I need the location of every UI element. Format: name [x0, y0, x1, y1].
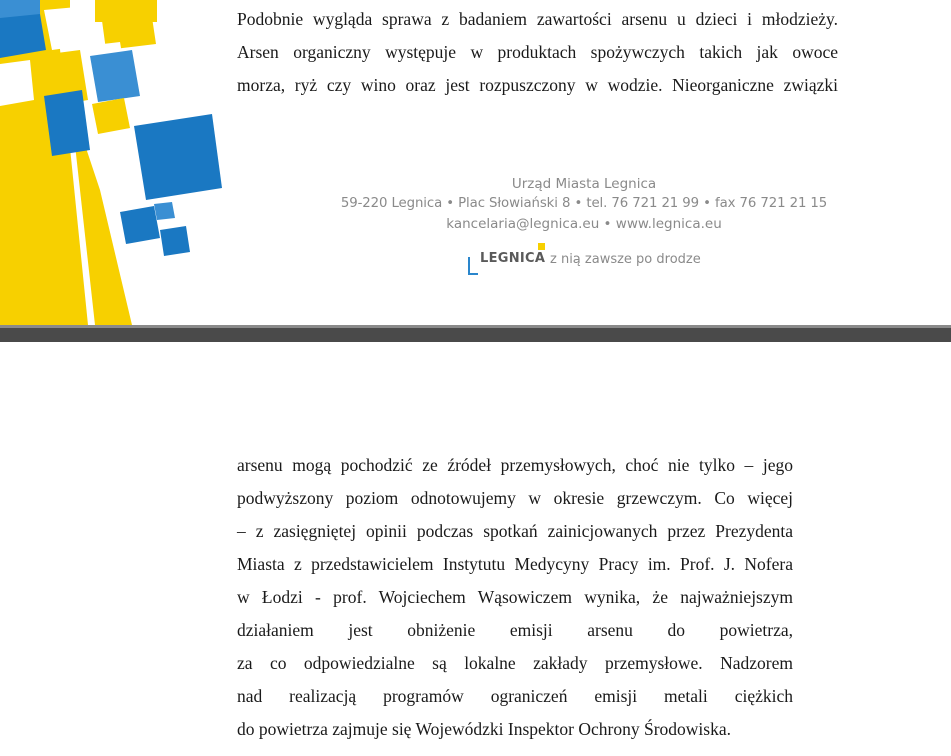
logo-name: LEGNICA	[480, 251, 546, 266]
body-paragraph-bottom	[237, 449, 793, 746]
logo-bracket-icon	[468, 257, 478, 275]
paragraph-line: do powietrza zajmuje się Wojewódzki Inspektor Ochrony Środowiska.	[237, 719, 731, 739]
page-separator	[0, 325, 951, 342]
decorative-squares-graphic	[0, 0, 230, 325]
logo-dot-icon	[538, 243, 545, 250]
body-paragraph-top	[237, 3, 838, 102]
paragraph-line: Arsen organiczny występuje w produktach spożywczych takich jak owoce	[237, 42, 838, 62]
letterhead-footer	[340, 174, 828, 234]
paragraph-line: morza, ryż czy wino oraz jest rozpuszczony w wodzie. Nieorganiczne związki	[237, 75, 838, 95]
logo-slogan: z nią zawsze po drodze	[550, 252, 701, 267]
paragraph-line: nad realizacją programów ograniczeń emisji metali ciężkich	[237, 686, 793, 706]
paragraph-line: Podobnie wygląda sprawa z badaniem zawartości arsenu u dzieci i młodzieży.	[237, 9, 838, 29]
paragraph-line: Miasta z przedstawicielem Instytutu Medycyny Pracy im. Prof. J. Nofera	[237, 554, 793, 574]
paragraph-line: za co odpowiedzialne są lokalne zakłady przemysłowe. Nadzorem	[237, 653, 793, 673]
paragraph-line: w Łodzi - prof. Wojciechem Wąsowiczem wynika, że najważniejszym	[237, 587, 793, 607]
office-address: 59-220 Legnica • Plac Słowiański 8 • tel. 76 721 21 99 • fax 76 721 21 15	[340, 196, 828, 211]
document-page-bottom	[0, 342, 951, 756]
paragraph-line: podwyższony poziom odnotowujemy w okresie grzewczym. Co więcej	[237, 488, 793, 508]
paragraph-line: działaniem jest obniżenie emisji arsenu do powietrza,	[237, 620, 793, 640]
office-contact: kancelaria@legnica.eu • www.legnica.eu	[446, 216, 722, 232]
office-name: Urząd Miasta Legnica	[511, 176, 657, 192]
paragraph-line: – z zasięgniętej opinii podczas spotkań zainicjowanych przez Prezydenta	[237, 521, 793, 541]
paragraph-line: arsenu mogą pochodzić ze źródeł przemysłowych, choć nie tylko – jego	[237, 455, 793, 475]
document-page-top	[0, 0, 951, 325]
legnica-logo	[468, 243, 708, 277]
